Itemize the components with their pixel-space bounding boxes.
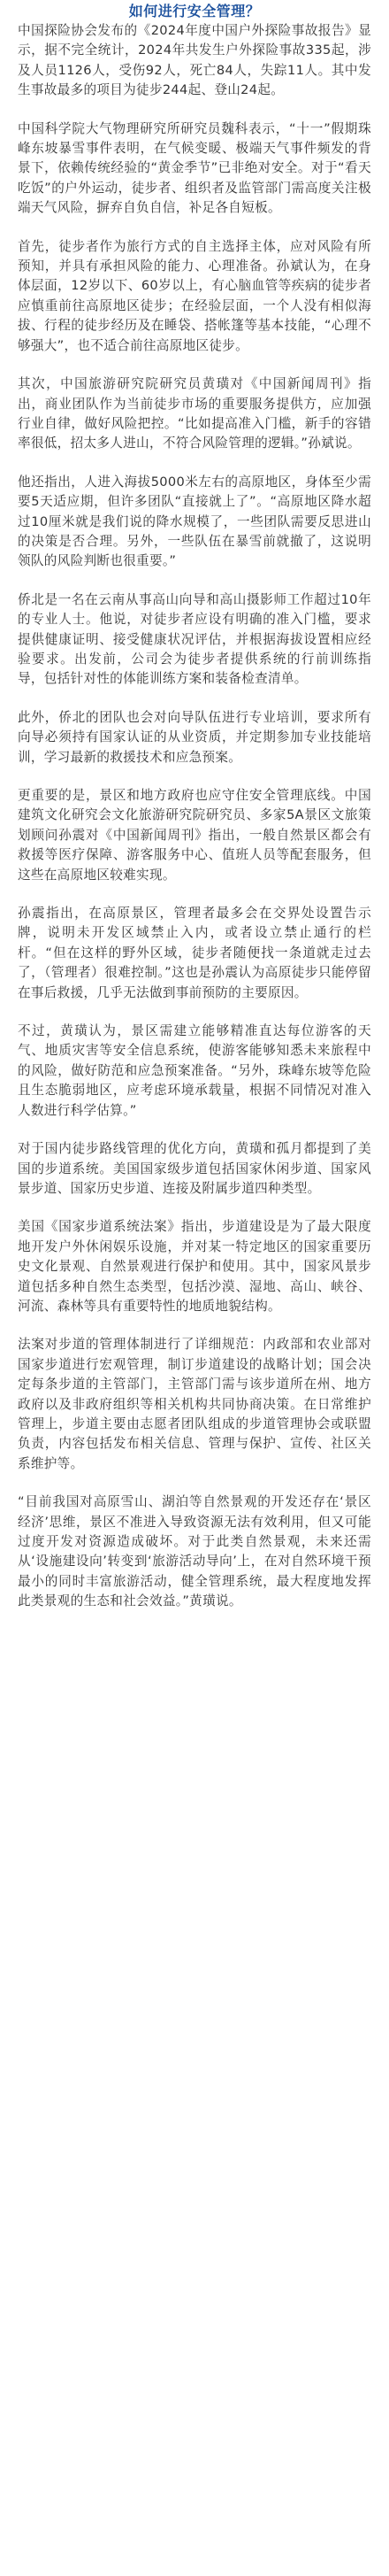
paragraph: 其次，中国旅游研究院研究员黄璜对《中国新闻周刊》指出，商业团队作为当前徒步市场的重要服务提供方，应加强行业自律，做好风险把控。“比如提高准入门槛，新手的容错率很低，招太多人进山，不符合风险管理的逻辑。”孙斌说。 <box>18 376 371 451</box>
paragraph: 美国《国家步道系统法案》指出，步道建设是为了最大限度地开发户外休闲娱乐设施，并对某一特定地区的国家重要历史文化景观、自然景观进行保护和使用。其中，国家风景步道包括多种自然生态类型，包括沙漠、湿地、高山、峡谷、河流、森林等具有重要特性的地质地貌结构。 <box>18 1219 371 1314</box>
paragraph: “目前我国对高原雪山、湖泊等自然景观的开发还存在‘景区经济’思维，景区不准进入导致资源无法有效利用，但又可能过度开发对资源造成破坏。对于此类自然景观，未来还需从‘设施建设向’转变到‘旅游活动导向’上，在对自然环境干预最小的同时丰富旅游活动，健全管理系统，最大程度地发挥此类景观的生态和社会效益。”黄璜说。 <box>18 1494 371 1609</box>
article-title: 如何进行安全管理？ <box>128 3 261 19</box>
paragraph: 首先，徒步者作为旅行方式的自主选择主体，应对风险有所预知，并具有承担风险的能力、心理准备。孙斌认为，在身体层面，12岁以下、60岁以上，有心脑血管等疾病的徒步者应慎重前往高原地区徒步；在经验层面，一个人没有相似海拔、行程的徒步经历及在睡袋、搭帐篷等基本技能，“心理不够强大”，也不适合前往高原地区徒步。 <box>18 238 371 353</box>
paragraph: 对于国内徒步路线管理的优化方向，黄璜和孤月都提到了美国的步道系统。美国国家级步道包括国家休闲步道、国家风景步道、国家历史步道、连接及附属步道四种类型。 <box>18 1141 371 1196</box>
paragraph: 此外，侨北的团队也会对向导队伍进行专业培训，要求所有向导必须持有国家认证的从业资质，并定期参加专业技能培训，学习最新的救援技术和应急预案。 <box>18 709 371 765</box>
paragraph: 更重要的是，景区和地方政府也应守住安全管理底线。中国建筑文化研究会文化旅游研究院研究员、多家5A景区文旅策划顾问孙震对《中国新闻周刊》指出，一般自然景区都会有救援等医疗保障、游客服务中心、值班人员等配套服务，但这些在高原地区较难实现。 <box>18 788 371 883</box>
paragraph: 中国探险协会发布的《2024年度中国户外探险事故报告》显示，据不完全统计，2024年共发生户外探险事故335起，涉及人员1126人，受伤92人，死亡84人，失踪11人。其中发生事故最多的项目为徒步244起、登山24起。 <box>18 23 371 98</box>
paragraph: 中国科学院大气物理研究所研究员魏科表示，“十一”假期珠峰东坡暴雪事件表明，在气候变暖、极端天气事件频发的背景下，依赖传统经验的“黄金季节”已非绝对安全。对于“看天吃饭”的户外运动，徒步者、组织者及监管部门需高度关注极端天气风险，摒弃自负自信，补足各自短板。 <box>18 120 371 216</box>
paragraph: 孙震指出，在高原景区，管理者最多会在交界处设置告示牌，说明未开发区域禁止入内，或者设立禁止通行的栏杆。“但在这样的野外区域，徒步者随便找一条道就走过去了，（管理者）很难控制。”这也是孙震认为高原徒步只能停留在事后救援，几乎无法做到事前预防的主要原因。 <box>18 906 371 1000</box>
paragraph: 侨北是一名在云南从事高山向导和高山摄影师工作超过10年的专业人士。他说，对徒步者应设有明确的准入门槛，要求提供健康证明、接受健康状况评估，并根据海拔设置相应经验要求。出发前，公司会为徒步者提供系统的行前训练指导，包括针对性的体能训练方案和装备检查清单。 <box>18 591 371 687</box>
paragraph: 法案对步道的管理体制进行了详细规范：内政部和农业部对国家步道进行宏观管理，制订步道建设的战略计划；国会决定每条步道的主管部门，主管部门需与该步道所在州、地方政府以及非政府组织等相关机构共同协商决策。在日常维护管理上，步道主要由志愿者团队组成的步道管理协会或联盟负责，内容包括发布相关信息、管理与保护、宣传、社区关系维护等。 <box>18 1337 371 1471</box>
paragraph: 他还指出，人进入海拔5000米左右的高原地区，身体至少需要5天适应期，但许多团队“直接就上了”。“高原地区降水超过10厘米就是我们说的降水规模了，一些团队需要反思进山的决策是否合理。另外，一些队伍在暴雪前就撤了，这说明领队的风险判断也很重要。” <box>18 474 371 569</box>
article-body <box>18 21 371 1612</box>
paragraph: 不过，黄璜认为，景区需建立能够精准直达每位游客的天气、地质灾害等安全信息系统，使游客能够知悉未来旅程中的风险，做好防范和应急预案准备。“另外，珠峰东坡等危险且生态脆弱地区，应考虑环境承载量，根据不同情况对准入人数进行科学估算。” <box>18 1023 371 1118</box>
